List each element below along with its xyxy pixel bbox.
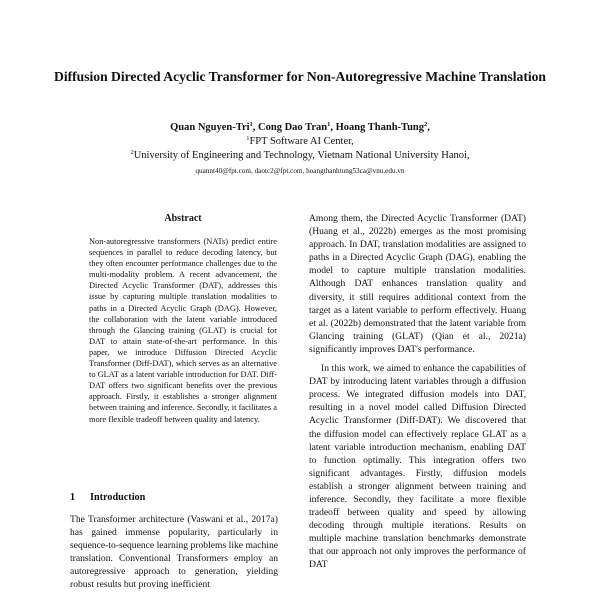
author-name: Hoang Thanh-Tung [335,122,425,133]
affiliation-mark: 2 [130,149,134,156]
author-emails: quannt40@fpt.com, daotc2@fpt.com, hoangthanhtung53ca@vnu.edu.vn [195,167,405,175]
author-name: Quan Nguyen-Tri [170,122,250,133]
affiliation-mark: 1 [246,135,250,142]
abstract-text: Non-autoregressive transformers (NATs) predict entire sequences in parallel to reduce decoding latency, but they often encounter performance challenges due to the multi-modality problem. A recent advancement, the Directed Acyclic Transformer (DAT), addresses this issue by capturing multiple translation modalities to paths in a Directed Acyclic Graph (DAG). However, the collaboration with the latent variable introduced through the Glancing training (GLAT) is crucial for DAT to attain state-of-the-art performance. In this paper, we introduce Diffusion Directed Acyclic Transformer (Diff-DAT), which serves as an alternative to GLAT as a latent variable introduction for DAT. Diff-DAT offers two significant benefits over the previous approach. Firstly, it establishes a stronger alignment between training and inference. Secondly, it facilitates a more flexible tradeoff between quality and latency. [89,237,277,424]
author-affiliation-mark: 1 [327,121,331,128]
abstract-heading: Abstract [164,213,202,224]
author-list: Quan Nguyen-Tri$^1$, Cong Dao Tran$^1$, Hoang Thanh-Tung$^2$, [170,121,430,133]
affiliation-text: University of Engineering and Technology, Vietnam National University Hanoi, [133,150,470,161]
body-paragraph: Among them, the Directed Acyclic Transformer (DAT) (Huang et al., 2022b) emerges as the most promising approach. In DAT, translation modalities are assigned to paths in a Directed Acyclic Graph (DAG), enabling the model to capture multiple translation modalities. Although DAT enhances translation quality and diversity, it still requires additional context from the target as a latent variable to perform effectively. Huang et al. (2022b) demonstrated that the latent variable from Glancing training (GLAT) (Qian et al., 2021a) significantly improves DAT's performance. [309,213,526,355]
section-title: Introduction [90,492,146,503]
affiliation-text: FPT Software AI Center, [249,136,354,147]
body-paragraph: In this work, we aimed to enhance the capabilities of DAT by introducing latent variables through a diffusion process. We integrated diffusion models into DAT, resulting in a novel model called Diffusion Directed Acyclic Transformer (Diff-DAT). We discovered that the diffusion model can effectively replace GLAT as a latent variable introduction mechanism, enabling DAT to function optimally. This integration offers two significant advantages. Firstly, diffusion models establish a stronger alignment between training and inference. Secondly, they facilitate a more flexible tradeoff between quality and speed by allowing decoding through multiple iterations. Results on multiple machine translation benchmarks demonstrate that our approach not only improves the performance of DAT [309,363,526,571]
affiliation-1 [40,135,560,148]
author-name: Cong Dao Tran [258,122,328,133]
paper-title: Diffusion Directed Acyclic Transformer for Non-Autoregressive Machine Translation [54,69,546,84]
affiliation-2 [40,149,560,162]
section-number: 1 [70,492,76,503]
author-affiliation-mark: 1 [249,121,253,128]
introduction-paragraph: The Transformer architecture (Vaswani et al., 2017a) has gained immense popularity, particularly in sequence-to-sequence learning problems like machine translation. Conventional Transformers employ an autoregressive approach to generation, yielding robust results but proving inefficient [70,514,278,591]
author-affiliation-mark: 2 [424,121,428,128]
right-column [309,212,526,572]
section-heading-introduction [70,491,280,505]
abstract-section [89,212,277,425]
